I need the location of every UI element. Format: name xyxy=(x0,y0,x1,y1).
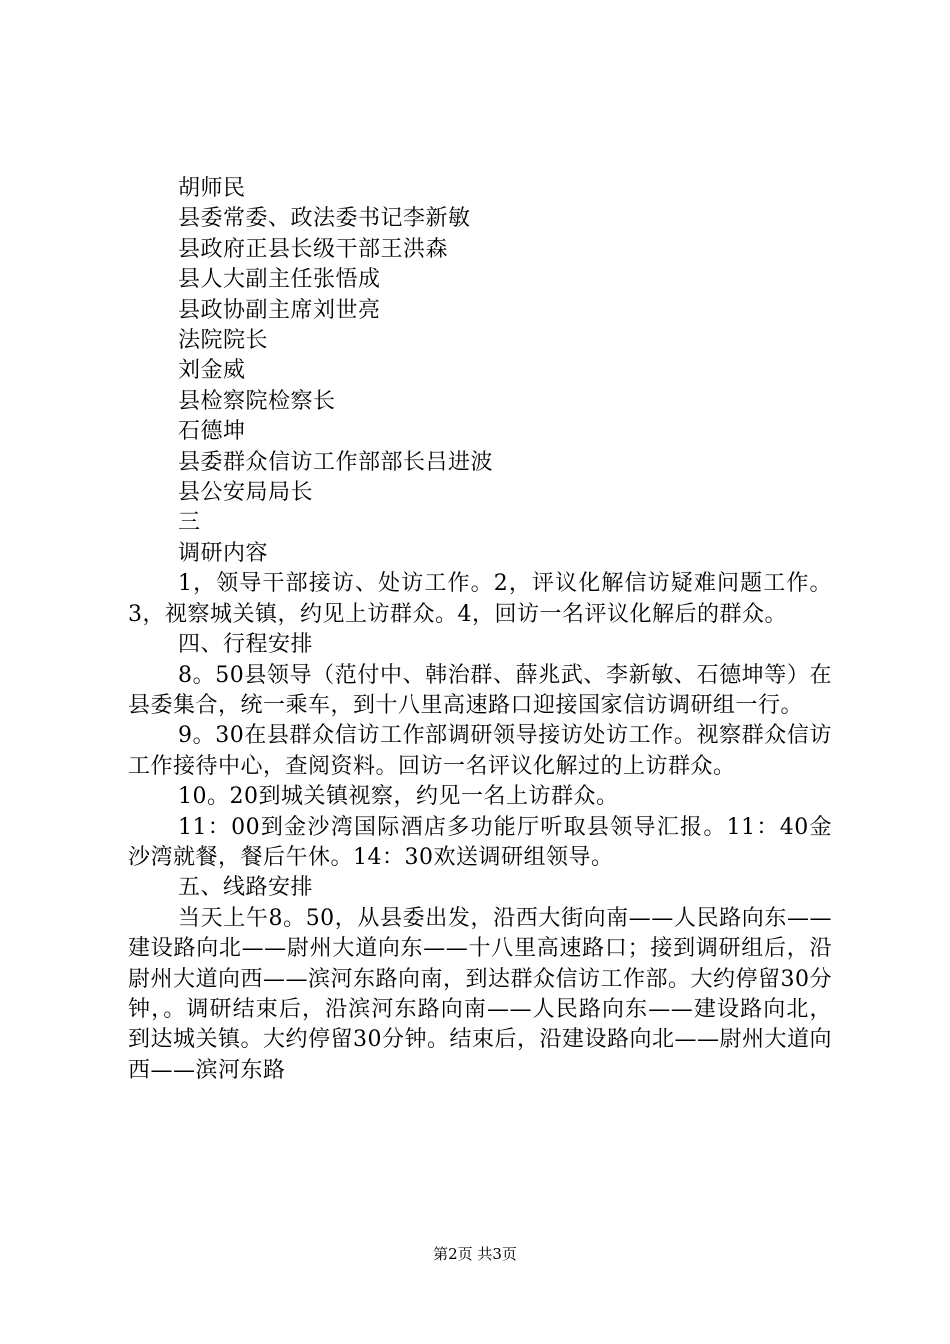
text-line: 县委群众信访工作部部长吕进波 xyxy=(178,449,494,475)
paragraph-content: 1，领导干部接访、处访工作。2，评议化解信访疑难问题工作。3，视察城关镇，约见上访群众。4，回访一名评议化解后的群众。 xyxy=(128,571,832,627)
text-line: 县人大副主任张悟成 xyxy=(178,267,381,293)
schedule-item: 11：00到金沙湾国际酒店多功能厅听取县领导汇报。11：40金沙湾就餐，餐后午休。14：30欢送调研组领导。 xyxy=(128,814,832,870)
text-line: 县政府正县长级干部王洪森 xyxy=(178,236,449,262)
text-line: 法院院长 xyxy=(178,328,269,354)
schedule-item: 10。20到城关镇视察，约见一名上访群众。 xyxy=(178,784,619,810)
section-number: 三 xyxy=(178,510,201,536)
section-heading-content: 调研内容 xyxy=(178,540,269,566)
document-body xyxy=(128,174,832,1086)
paragraph-route: 当天上午8。50，从县委出发，沿西大街向南——人民路向东——建设路向北——尉州大道向东——十八里高速路口；接到调研组后，沿尉州大道向西——滨河东路向南，到达群众信访工作部。大约停留30分钟，。调研结束后，沿滨河东路向南——人民路向东——建设路向北，到达城关镇。大约停留30分钟。结束后，沿建设路向北——尉州大道向西——滨河东路 xyxy=(128,905,832,1083)
text-line: 石德坤 xyxy=(178,419,246,445)
page-footer: 第2页 共3页 xyxy=(433,1245,517,1263)
section-heading-schedule: 四、行程安排 xyxy=(178,632,314,658)
text-line: 县检察院检察长 xyxy=(178,388,336,414)
text-line: 县政协副主席刘世亮 xyxy=(178,297,381,323)
schedule-item: 8。50县领导（范付中、韩治群、薛兆武、李新敏、石德坤等）在县委集合，统一乘车，到十八里高速路口迎接国家信访调研组一行。 xyxy=(128,662,832,718)
section-heading-route: 五、线路安排 xyxy=(178,875,314,901)
text-line: 胡师民 xyxy=(178,176,246,201)
schedule-item: 9。30在县群众信访工作部调研领导接访处访工作。视察群众信访工作接待中心，查阅资料。回访一名评议化解过的上访群众。 xyxy=(128,723,832,779)
text-line: 刘金威 xyxy=(178,358,246,384)
text-line: 县公安局局长 xyxy=(178,480,314,506)
text-line: 县委常委、政法委书记李新敏 xyxy=(178,206,471,232)
